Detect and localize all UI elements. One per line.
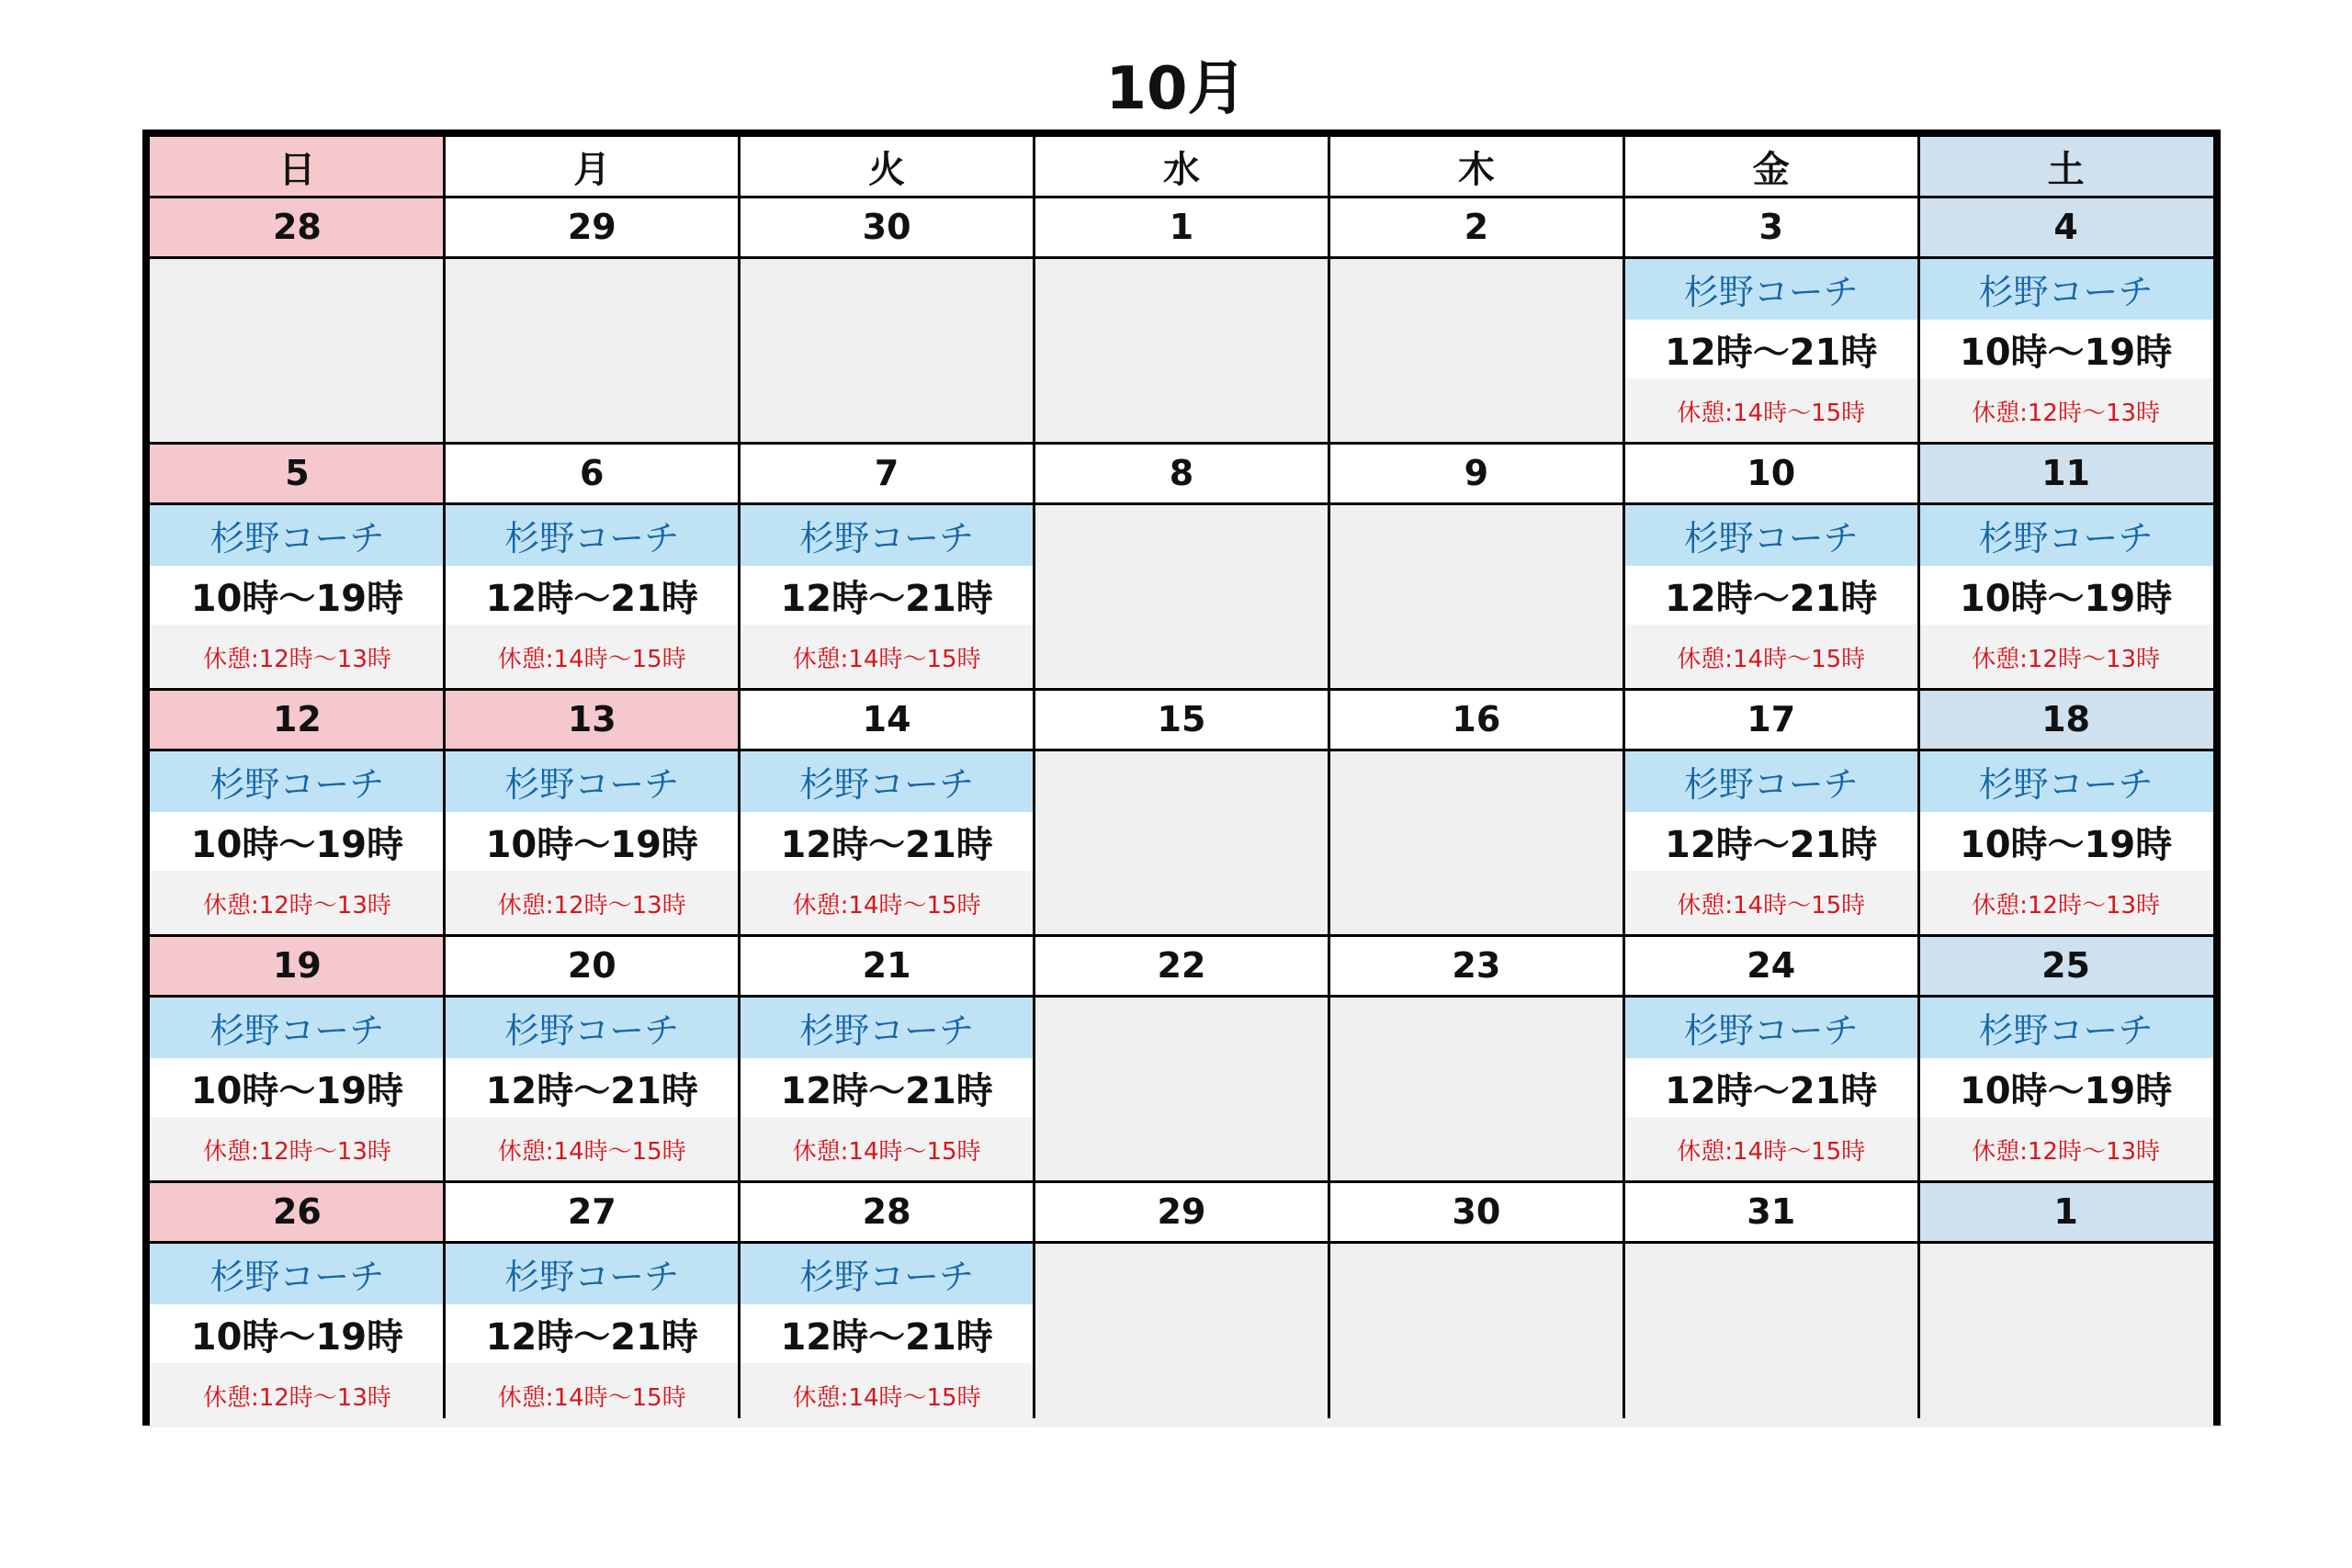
date-cell[interactable]: 29 [567,207,616,247]
break-time: 休憩:14時〜15時 [1623,625,1918,689]
day-schedule-cell[interactable] [445,750,740,935]
date-cell[interactable]: 22 [1157,945,1206,986]
weekday-header-2: 火 [868,149,906,191]
shift-hours: 10時〜19時 [150,1304,445,1363]
date-cell[interactable]: 24 [1747,945,1796,986]
weekday-header-3: 水 [1162,149,1200,191]
weekday-header-0: 日 [150,137,445,197]
date-cell[interactable]: 5 [150,443,445,503]
day-schedule-cell[interactable] [740,503,1035,689]
day-schedule-cell[interactable] [1035,750,1329,935]
day-schedule-cell[interactable] [1329,996,1623,1181]
date-cell[interactable]: 28 [862,1191,911,1232]
day-schedule-cell[interactable] [150,996,445,1181]
date-cell[interactable]: 11 [1918,443,2213,503]
day-schedule-cell[interactable] [1623,503,1918,689]
weekday-header-4: 木 [1457,149,1495,191]
shift-hours: 12時〜21時 [740,812,1035,871]
shift-hours: 12時〜21時 [740,566,1035,625]
break-time: 休憩:14時〜15時 [445,625,740,689]
date-cell[interactable]: 10 [1747,453,1796,493]
break-time: 休憩:12時〜13時 [150,1363,445,1427]
day-schedule-cell[interactable] [1329,1242,1623,1427]
day-schedule-cell[interactable] [445,257,740,443]
date-cell[interactable]: 13 [445,689,740,750]
date-cell[interactable]: 18 [1918,689,2213,750]
weekday-header-1: 月 [573,149,611,191]
break-time: 休憩:14時〜15時 [1623,871,1918,935]
coach-name: 杉野コーチ [1623,996,1918,1058]
coach-name: 杉野コーチ [1918,750,2213,812]
date-cell[interactable]: 14 [862,699,911,739]
coach-name: 杉野コーチ [445,1242,740,1304]
grid-line-horizontal [150,442,2213,445]
grid-line-horizontal [150,995,2213,998]
date-cell[interactable]: 16 [1452,699,1501,739]
date-cell[interactable]: 15 [1157,699,1206,739]
coach-name: 杉野コーチ [1623,503,1918,566]
break-time: 休憩:14時〜15時 [445,1363,740,1427]
coach-name: 杉野コーチ [1918,503,2213,566]
shift-hours: 10時〜19時 [150,566,445,625]
break-time: 休憩:12時〜13時 [445,871,740,935]
date-cell[interactable]: 30 [1452,1191,1501,1232]
day-schedule-cell[interactable] [1035,1242,1329,1427]
break-time: 休憩:12時〜13時 [1918,871,2213,935]
break-time: 休憩:12時〜13時 [1918,625,2213,689]
coach-name: 杉野コーチ [445,503,740,566]
date-cell[interactable]: 30 [862,207,911,247]
date-cell[interactable]: 19 [150,935,445,996]
coach-name: 杉野コーチ [1623,750,1918,812]
day-schedule-cell[interactable] [445,1242,740,1427]
day-schedule-cell[interactable] [150,750,445,935]
coach-name: 杉野コーチ [740,503,1035,566]
day-schedule-cell[interactable] [1035,257,1329,443]
day-schedule-cell[interactable] [1623,1242,1918,1427]
break-time: 休憩:14時〜15時 [740,625,1035,689]
grid-line-horizontal [150,1241,2213,1244]
day-schedule-cell[interactable] [1623,996,1918,1181]
coach-name: 杉野コーチ [740,750,1035,812]
coach-name: 杉野コーチ [1918,996,2213,1058]
day-schedule-cell[interactable] [1035,996,1329,1181]
shift-hours: 10時〜19時 [150,812,445,871]
day-schedule-cell[interactable] [740,750,1035,935]
break-time: 休憩:12時〜13時 [150,625,445,689]
date-cell[interactable]: 4 [1918,197,2213,257]
shift-hours: 10時〜19時 [1918,812,2213,871]
day-schedule-cell[interactable] [1918,257,2213,443]
date-cell[interactable]: 23 [1452,945,1501,986]
grid-line-horizontal [150,934,2213,937]
grid-line-horizontal [150,196,2213,198]
day-schedule-cell[interactable] [740,1242,1035,1427]
date-cell[interactable]: 17 [1747,699,1796,739]
day-schedule-cell[interactable] [1329,503,1623,689]
grid-line-vertical [443,137,446,1418]
shift-hours: 12時〜21時 [740,1304,1035,1363]
date-cell[interactable]: 12 [150,689,445,750]
day-schedule-cell[interactable] [1329,750,1623,935]
date-cell[interactable]: 31 [1747,1191,1796,1232]
grid-line-horizontal [150,256,2213,259]
date-cell[interactable]: 9 [1464,453,1489,493]
day-schedule-cell[interactable] [1918,1242,2213,1427]
coach-name: 杉野コーチ [150,1242,445,1304]
day-schedule-cell[interactable] [1623,257,1918,443]
break-time: 休憩:12時〜13時 [1918,378,2213,443]
grid-line-horizontal [150,502,2213,505]
break-time: 休憩:12時〜13時 [1918,1117,2213,1181]
coach-name: 杉野コーチ [445,750,740,812]
day-schedule-cell[interactable] [150,503,445,689]
date-cell[interactable]: 1 [1169,207,1194,247]
weekday-header-5: 金 [1752,149,1790,191]
grid-line-vertical [1917,137,1920,1418]
grid-line-horizontal [150,749,2213,751]
day-schedule-cell[interactable] [740,996,1035,1181]
break-time: 休憩:14時〜15時 [1623,1117,1918,1181]
coach-name: 杉野コーチ [150,750,445,812]
day-schedule-cell[interactable] [1918,750,2213,935]
shift-hours: 10時〜19時 [1918,566,2213,625]
coach-name: 杉野コーチ [740,1242,1035,1304]
date-cell[interactable]: 1 [1918,1181,2213,1242]
date-cell[interactable]: 21 [862,945,911,986]
weekday-header-6: 土 [1918,137,2213,197]
shift-hours: 10時〜19時 [1918,320,2213,378]
coach-name: 杉野コーチ [150,996,445,1058]
date-cell[interactable]: 8 [1169,453,1194,493]
grid-line-horizontal [150,1180,2213,1183]
break-time: 休憩:14時〜15時 [740,1363,1035,1427]
day-schedule-cell[interactable] [150,257,445,443]
shift-hours: 12時〜21時 [1623,1058,1918,1117]
date-cell[interactable]: 27 [567,1191,616,1232]
coach-name: 杉野コーチ [1918,257,2213,320]
grid-line-horizontal [150,688,2213,691]
shift-hours: 10時〜19時 [445,812,740,871]
day-schedule-cell[interactable] [1918,503,2213,689]
date-cell[interactable]: 6 [580,453,605,493]
break-time: 休憩:12時〜13時 [150,1117,445,1181]
day-schedule-cell[interactable] [1623,750,1918,935]
grid-line-vertical [1033,137,1035,1418]
shift-hours: 12時〜21時 [1623,566,1918,625]
day-schedule-cell[interactable] [1918,996,2213,1181]
shift-hours: 12時〜21時 [740,1058,1035,1117]
date-cell[interactable]: 20 [567,945,616,986]
coach-name: 杉野コーチ [150,503,445,566]
date-cell[interactable]: 28 [150,197,445,257]
grid-line-vertical [738,137,741,1418]
grid-line-vertical [1328,137,1330,1418]
shift-hours: 12時〜21時 [445,566,740,625]
day-schedule-cell[interactable] [445,503,740,689]
date-cell[interactable]: 25 [1918,935,2213,996]
shift-hours: 10時〜19時 [150,1058,445,1117]
shift-hours: 12時〜21時 [445,1304,740,1363]
break-time: 休憩:12時〜13時 [150,871,445,935]
grid-line-vertical [1623,137,1625,1418]
coach-name: 杉野コーチ [445,996,740,1058]
coach-name: 杉野コーチ [740,996,1035,1058]
calendar-title: 10月 [1105,55,1247,123]
break-time: 休憩:14時〜15時 [740,871,1035,935]
date-cell[interactable]: 3 [1758,207,1783,247]
date-cell[interactable]: 7 [874,453,899,493]
shift-hours: 12時〜21時 [1623,320,1918,378]
day-schedule-cell[interactable] [150,1242,445,1427]
calendar-grid [142,130,2221,1426]
shift-hours: 12時〜21時 [1623,812,1918,871]
day-schedule-cell[interactable] [445,996,740,1181]
date-cell[interactable]: 2 [1464,207,1489,247]
calendar-body [150,137,2213,1418]
coach-name: 杉野コーチ [1623,257,1918,320]
shift-hours: 12時〜21時 [445,1058,740,1117]
break-time: 休憩:14時〜15時 [445,1117,740,1181]
day-schedule-cell[interactable] [1035,503,1329,689]
date-cell[interactable]: 26 [150,1181,445,1242]
day-schedule-cell[interactable] [740,257,1035,443]
date-cell[interactable]: 29 [1157,1191,1206,1232]
shift-hours: 10時〜19時 [1918,1058,2213,1117]
break-time: 休憩:14時〜15時 [740,1117,1035,1181]
day-schedule-cell[interactable] [1329,257,1623,443]
break-time: 休憩:14時〜15時 [1623,378,1918,443]
